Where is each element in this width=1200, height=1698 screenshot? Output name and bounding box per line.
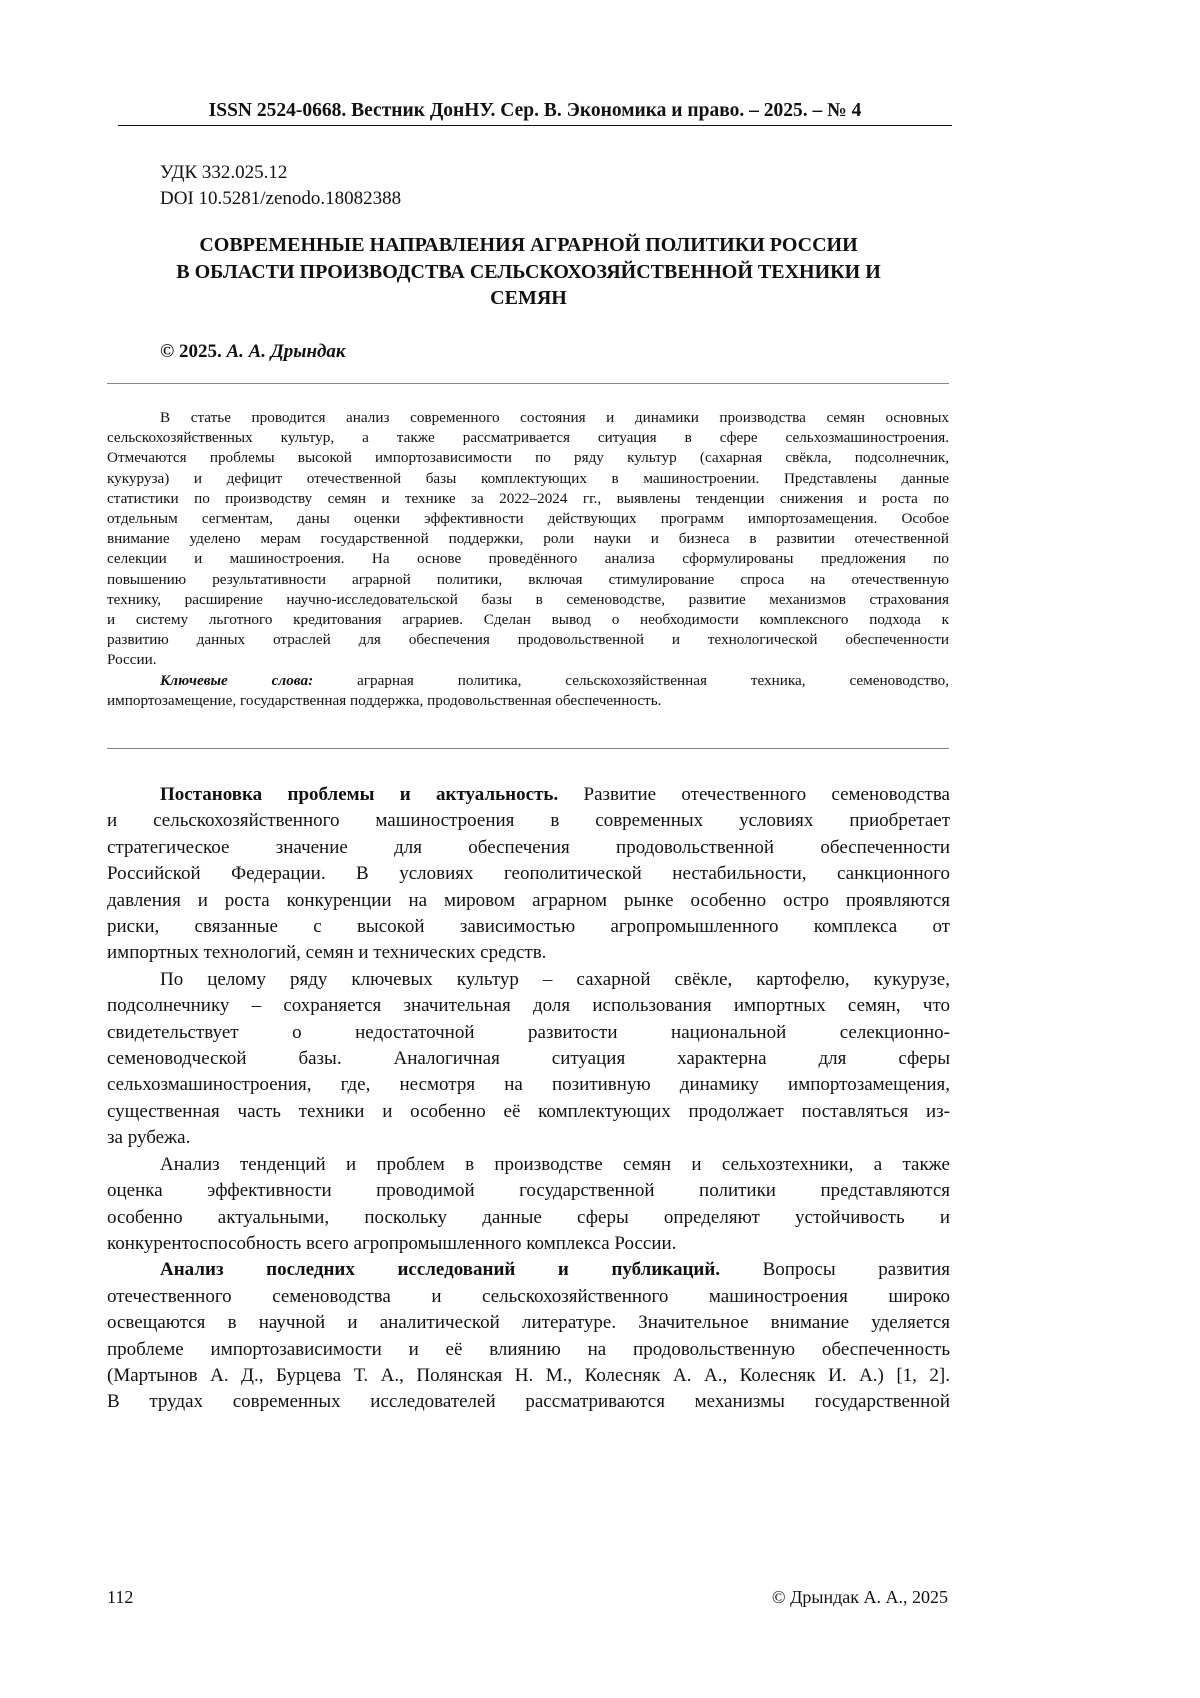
paragraph [107,782,950,967]
title-line: СОВРЕМЕННЫЕ НАПРАВЛЕНИЯ АГРАРНОЙ ПОЛИТИКИ РОССИИ [199,234,858,256]
body-line: импортных технологий, семян и технических средств. [107,942,547,964]
body-line: Анализ тенденций и проблем в производстве семян и сельхозтехники, а также [160,1153,950,1175]
body-line: освещаются в научной и аналитической литературе. Значительное внимание уделяется [107,1312,950,1334]
body-line [107,1257,950,1283]
paragraph [107,967,950,1152]
udk-code: УДК 332.025.12 [160,162,288,183]
keywords-label: Ключевые слова: [160,671,314,689]
body-line: подсолнечнику – сохраняется значительная доля использования импортных семян, что [107,995,950,1017]
body-line: отечественного семеноводства и сельскохозяйственного машиностроения широко [107,1285,950,1307]
body-line: семеноводческой базы. Аналогичная ситуация характерна для сферы [107,1048,950,1070]
abstract-line: селекции и машиностроения. На основе проведённого анализа сформулированы предложения по [107,550,949,568]
body-line: риски, связанные с высокой зависимостью агропромышленного комплекса от [107,916,950,938]
body-line: В трудах современных исследователей рассматриваются механизмы государственной [107,1391,950,1413]
abstract-line: внимание уделено мерам государственной поддержки, роли науки и бизнеса в развитии отечественной [107,530,949,548]
keywords-line: импортозамещение, государственная поддержка, продовольственная обеспеченность. [107,691,662,709]
abstract-line: отдельным сегментам, даны оценки эффективности действующих программ импортозамещения. Особое [107,510,949,528]
body-line: и сельскохозяйственного машиностроения в современных условиях приобретает [107,810,950,832]
keywords-text: аграрная политика, сельскохозяйственная техника, семеноводство, [313,671,949,689]
abstract-line: сельскохозяйственных культур, а также рассматривается ситуация в сфере сельхозмашиностроения. [107,429,949,447]
title-line: СЕМЯН [490,287,567,309]
abstract-top-rule [107,383,949,384]
paragraph [107,1152,950,1258]
body-line: свидетельствует о недостаточной развитости национальной селекционно- [107,1021,950,1043]
body-line: за рубежа. [107,1127,191,1149]
abstract-line: кукуруза) и дефицит отечественной базы комплектующих в машиностроении. Представлены данные [107,469,949,487]
abstract-line: России. [107,651,157,669]
body-line: давления и роста конкуренции на мировом аграрном рынке особенно остро проявляются [107,889,950,911]
footer-copyright: © Дрындак А. А., 2025 [771,1587,948,1607]
body-line: стратегическое значение для обеспечения продовольственной обеспеченности [107,836,950,858]
keywords-line [107,671,949,691]
abstract-line: В статье проводится анализ современного состояния и динамики производства семян основных [160,409,949,426]
article-meta [160,160,401,212]
page-number: 112 [107,1587,134,1607]
abstract-line: развитию данных отраслей для обеспечения продовольственной и технологической обеспеченности [107,631,949,649]
body-line: сельхозмашиностроения, где, несмотря на позитивную динамику импортозамещения, [107,1074,950,1096]
body-line: проблеме импортозависимости и её влиянию на продовольственную обеспеченность [107,1338,950,1360]
title-line: В ОБЛАСТИ ПРОИЗВОДСТВА СЕЛЬСКОХОЗЯЙСТВЕННОЙ ТЕХНИКИ И [176,260,881,283]
author-name: А. А. Дрындак [226,341,346,362]
abstract-line: повышению результативности аграрной политики, включая стимулирование спроса на отечественную [107,570,949,588]
running-header: ISSN 2524-0668. Вестник ДонНУ. Сер. В. Экономика и право. – 2025. – № 4 [208,100,862,121]
abstract-line: статистики по производству семян и технике за 2022–2024 гг., выявлены тенденции снижения и роста по [107,489,949,507]
body-line: особенно актуальными, поскольку данные сферы определяют устойчивость и [107,1206,950,1228]
body-text: Вопросы развития [720,1259,950,1281]
body-line: Российской Федерации. В условиях геополитической нестабильности, санкционного [107,863,950,885]
abstract-line: и систему льготного кредитования аграриев. Сделан вывод о необходимости комплексного подхода к [107,611,949,629]
body-line: существенная часть техники и особенно её комплектующих продолжает поставляться из- [107,1100,950,1122]
body-text: Развитие отечественного семеноводства [558,784,950,805]
body-line [107,782,950,808]
doi: DOI 10.5281/zenodo.18082388 [160,188,402,209]
paragraph [107,1257,950,1415]
header-rule [118,125,952,126]
abstract-line: Отмечаются проблемы высокой импортозависимости по ряду культур (сахарная свёкла, подсолнечник, [107,449,949,467]
body-line: оценка эффективности проводимой государственной политики представляются [107,1180,950,1202]
body-line: (Мартынов А. Д., Бурцева Т. А., Полянская Н. М., Колесняк А. А., Колесняк И. А.) [1, 2]. [107,1364,950,1386]
section-heading: Анализ последних исследований и публикаций. [160,1259,721,1281]
abstract-line: технику, расширение научно-исследовательской базы в семеноводстве, развитие механизмов страхования [107,590,949,608]
byline [160,341,346,363]
body-line: конкурентоспособность всего агропромышленного комплекса России. [107,1232,677,1254]
abstract-bottom-rule [107,748,949,749]
abstract [107,408,949,711]
article-body [107,782,950,1416]
section-heading: Постановка проблемы и актуальность. [160,784,559,805]
copyright-year: © 2025. [160,341,222,362]
article-title [107,232,950,312]
body-line: По целому ряду ключевых культур – сахарной свёкле, картофелю, кукурузе, [160,968,950,990]
